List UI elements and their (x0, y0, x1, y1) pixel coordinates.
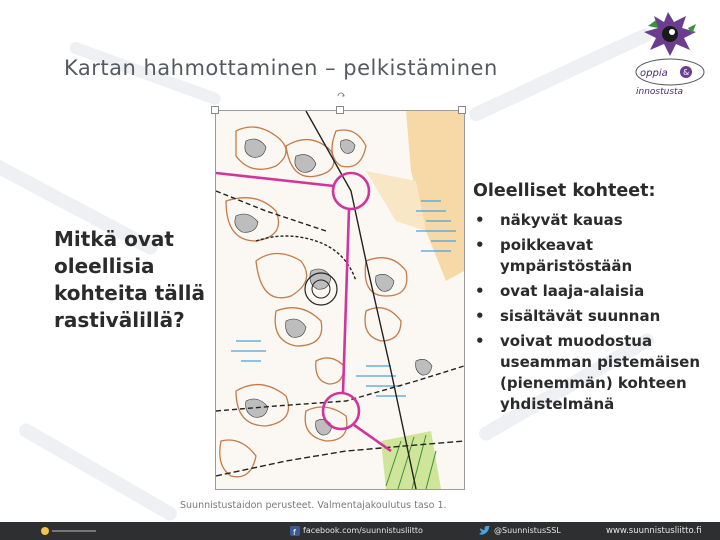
bullet-item: • ovat laaja-alaisia (473, 281, 713, 302)
resize-handle-top-right[interactable] (458, 106, 466, 114)
rotate-handle-icon[interactable] (336, 90, 346, 100)
resize-handle-top-middle[interactable] (336, 106, 344, 114)
bullet-item: • sisältävät suunnan (473, 306, 713, 327)
footer-facebook-link[interactable]: facebook.com/suunnistusliitto (303, 526, 423, 535)
footer-federation-logo-icon (40, 526, 100, 536)
bullet-item: • poikkeavat ympäristöstään (473, 235, 713, 277)
bullet-list (473, 210, 713, 419)
footer-bar (0, 522, 720, 540)
map-graphic (216, 111, 464, 489)
facebook-icon[interactable] (290, 526, 300, 536)
footer-twitter-handle[interactable]: @SuunnistusSSL (494, 526, 561, 535)
bullet-item: • voivat muodostua useamman pistemäisen (pienemmän) kohteen yhdistelmänä (473, 331, 713, 415)
logo-text-innostusta: innostusta (636, 87, 684, 96)
resize-handle-top-left[interactable] (211, 106, 219, 114)
bullet-item: • näkyvät kauas (473, 210, 713, 231)
logo-text-oppia: oppia (640, 68, 668, 79)
slide-title: Kartan hahmottaminen – pelkistäminen (64, 56, 498, 80)
slide-caption: Suunnistustaidon perusteet. Valmentajakoulutus taso 1. (180, 500, 447, 511)
background-swoosh (17, 421, 180, 523)
footer-website-link[interactable]: www.suunnistusliitto.fi (606, 526, 702, 536)
logo-text-amp: & (683, 68, 690, 77)
oppia-innostusta-logo (630, 10, 710, 96)
twitter-icon[interactable] (478, 526, 490, 536)
svg-text:f: f (293, 528, 296, 536)
right-heading: Oleelliset kohteet: (473, 181, 656, 201)
question-text: Mitkä ovat oleellisia kohteita tällä rastivälillä? (54, 227, 206, 332)
orienteering-map-image[interactable] (215, 110, 465, 490)
